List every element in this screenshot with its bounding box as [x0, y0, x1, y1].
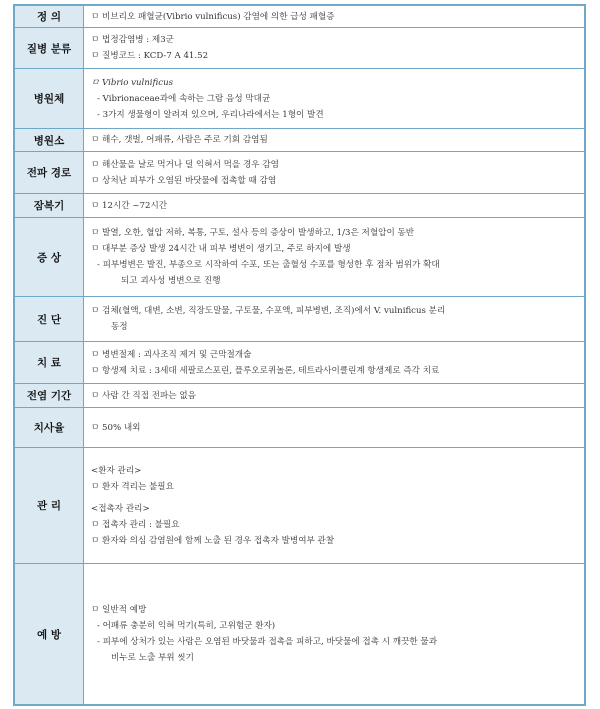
disease-info-table: [14, 5, 585, 705]
row-prevention: [15, 564, 585, 705]
definition-text: ㅁ 비브리오 패혈균(Vibrio vulnificus) 감염에 의한 급성 패혈증: [91, 11, 335, 22]
symptoms-line: 되고 괴사성 병변으로 진행: [121, 276, 221, 286]
classification-line: ㅁ 질병코드 : KCD-7 A 41.52: [91, 51, 209, 61]
row-treatment: [15, 342, 585, 384]
info-table-frame: [13, 4, 586, 706]
head-symptoms: 증 상: [15, 218, 84, 297]
treatment-line: ㅁ 항생제 치료 : 3세대 세팔로스포린, 플루오로퀴놀론, 테트라사이클린계 항생제로 즉각 치료: [91, 365, 440, 376]
transmission-line: ㅁ 해산물을 날로 먹거나 덜 익혀서 먹을 경우 감염: [91, 159, 279, 170]
row-symptoms: [15, 218, 585, 297]
prevention-line: ㅁ 일반적 예방: [91, 605, 147, 615]
management-line: ㅁ 환자와 의심 감염원에 함께 노출 된 경우 접촉자 발병여부 관찰: [91, 535, 335, 546]
management-subheading: <환자 관리>: [91, 465, 142, 476]
transmission-line: ㅁ 상처난 피부가 오염된 바닷물에 접촉할 때 감염: [91, 175, 277, 186]
treatment-line: ㅁ 병변절제 : 괴사조직 제거 및 근막절개술: [91, 349, 252, 360]
head-incubation: 잠복기: [15, 194, 84, 218]
management-subheading: <접촉자 관리>: [91, 503, 150, 514]
head-reservoir: 병원소: [15, 129, 84, 152]
classification-line: ㅁ 법정감염병 : 제3군: [91, 35, 174, 45]
head-definition: 정 의: [15, 6, 84, 28]
row-pathogen: [15, 69, 585, 129]
pathogen-line: - 3가지 생물형이 알려져 있으며, 우리나라에서는 1형이 발견: [97, 109, 324, 120]
head-fatality-rate: 치사율: [15, 408, 84, 448]
head-pathogen: 병원체: [15, 69, 84, 129]
row-classification: [15, 28, 585, 69]
row-reservoir: [15, 129, 585, 152]
management-line: ㅁ 접촉자 관리 : 불필요: [91, 519, 180, 530]
head-classification: 질병 분류: [15, 28, 84, 69]
head-management: 관 리: [15, 448, 84, 564]
pathogen-line: - Vibrionaceae과에 속하는 그람 음성 막대균: [97, 93, 271, 104]
management-line: ㅁ 환자 격리는 불필요: [91, 481, 174, 492]
reservoir-text: ㅁ 해수, 갯벌, 어패류, 사람은 주로 기회 감염됨: [91, 135, 268, 145]
row-fatality-rate: [15, 408, 585, 448]
row-transmission: [15, 152, 585, 194]
row-management: [15, 448, 585, 564]
head-communicable-period: 전염 기간: [15, 384, 84, 408]
symptoms-line: ㅁ 대부분 증상 발생 24시간 내 피부 병변이 생기고, 주로 하지에 발생: [91, 244, 351, 254]
prevention-line: - 피부에 상처가 있는 사람은 오염된 바닷물과 접촉을 피하고, 바닷물에 접촉 시 깨끗한 물과: [97, 637, 438, 647]
diagnosis-line: 동정: [111, 322, 128, 332]
row-communicable-period: [15, 384, 585, 408]
symptoms-line: - 피부병변은 발진, 부종으로 시작하여 수포, 또는 출혈성 수포를 형성한 후 점차 범위가 확대: [97, 260, 440, 270]
head-transmission: 전파 경로: [15, 152, 84, 194]
pathogen-line: ㅁ Vibrio vulnificus: [91, 77, 174, 88]
head-treatment: 치 료: [15, 342, 84, 384]
head-diagnosis: 진 단: [15, 297, 84, 342]
communicable-period-text: ㅁ 사람 간 직접 전파는 없음: [91, 390, 196, 401]
fatality-rate-text: ㅁ 50% 내외: [91, 422, 141, 433]
prevention-line: 비누로 노출 부위 씻기: [111, 653, 194, 663]
diagnosis-line: ㅁ 검체(혈액, 대변, 소변, 직장도말물, 구토물, 수포액, 피부병변, 조직)에서 V. vulnificus 분리: [91, 306, 446, 316]
symptoms-line: ㅁ 발열, 오한, 혈압 저하, 복통, 구토, 설사 등의 증상이 발생하고, 1/3은 저혈압이 동반: [91, 228, 415, 238]
row-incubation: [15, 194, 585, 218]
row-definition: [15, 6, 585, 28]
prevention-line: - 어패류 충분히 익혀 먹기(특히, 고위험군 환자): [97, 621, 276, 631]
head-prevention: 예 방: [15, 564, 84, 705]
row-diagnosis: [15, 297, 585, 342]
incubation-text: ㅁ 12시간 ~72시간: [91, 200, 168, 211]
